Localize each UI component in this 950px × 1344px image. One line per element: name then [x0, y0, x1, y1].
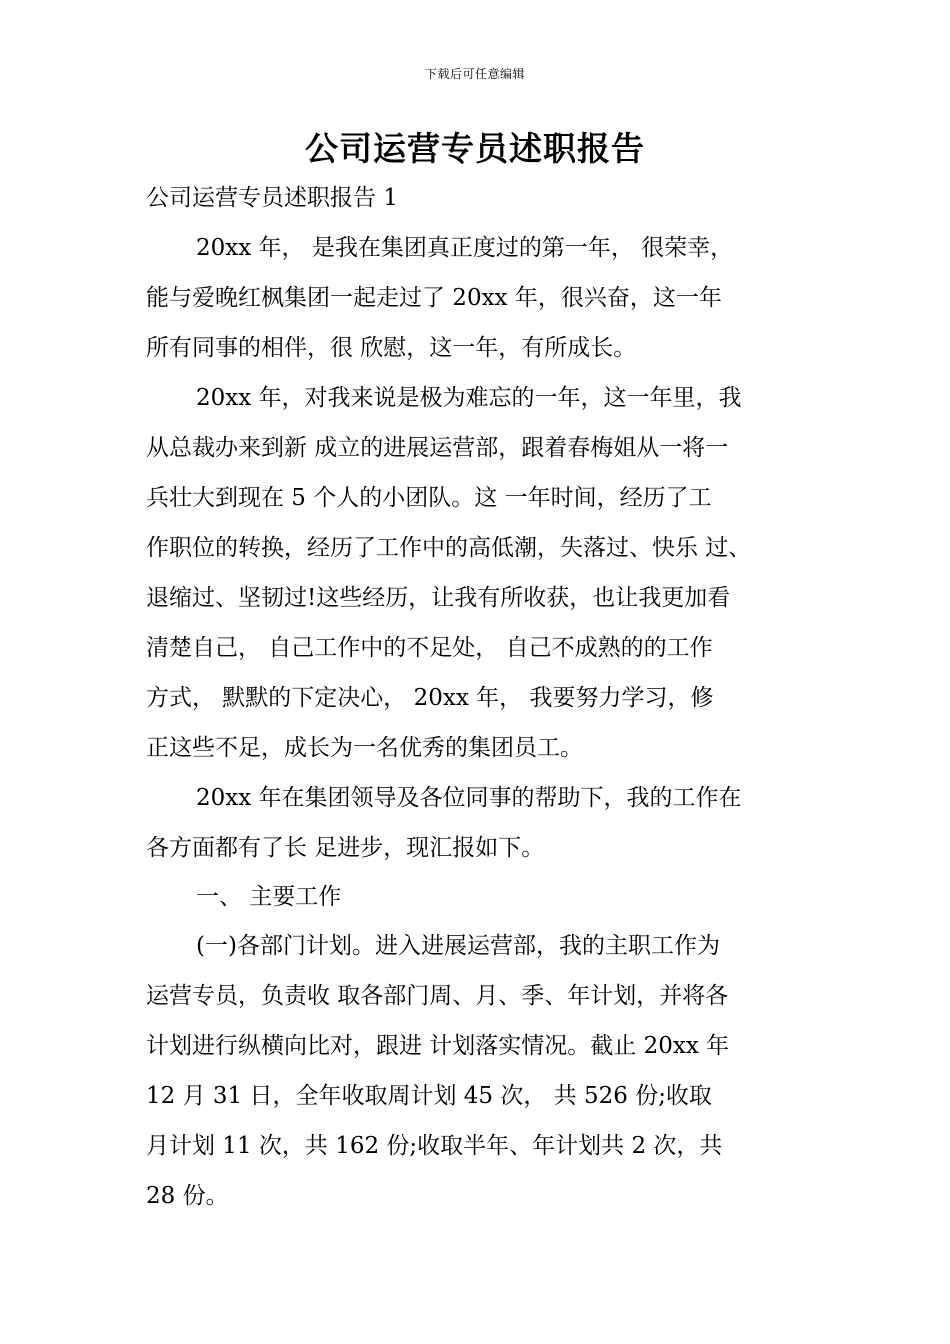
section-subtitle: 公司运营专员述职报告 1 [146, 185, 398, 211]
header-note: 下载后可任意编辑 [424, 67, 525, 81]
paragraph-1-line-3: 所有同事的相伴，很 欣慰，这一年，有所成长。 [146, 335, 637, 361]
paragraph-3-line-2: 各方面都有了长 足进步，现汇报如下。 [146, 835, 545, 861]
paragraph-4-line-5: 月计划 11 次，共 162 份;收取半年、年计划共 2 次，共 [146, 1133, 723, 1159]
document-title: 公司运营专员述职报告 [305, 129, 645, 168]
paragraph-4-line-6: 28 份。 [146, 1183, 229, 1209]
section-heading-main-work: 一、 主要工作 [196, 884, 342, 910]
paragraph-2-line-4: 作职位的转换，经历了工作中的高低潮，失落过、快乐 过、 [146, 535, 752, 561]
paragraph-2-line-8: 正这些不足，成长为一名优秀的集团员工。 [146, 735, 583, 761]
paragraph-2-line-3: 兵壮大到现在 5 个人的小团队。这 一年时间，经历了工 [146, 485, 712, 511]
paragraph-2-line-6: 清楚自己， 自己工作中的不足处， 自己不成熟的的工作 [146, 635, 713, 661]
paragraph-4-line-2: 运营专员，负责收 取各部门周、月、季、年计划，并将各 [146, 983, 729, 1009]
paragraph-2-line-2: 从总裁办来到新 成立的进展运营部，跟着春梅姐从一将一 [146, 435, 729, 461]
paragraph-3-line-1: 20xx 年在集团领导及各位同事的帮助下，我的工作在 [196, 785, 742, 811]
paragraph-2-line-1: 20xx 年，对我来说是极为难忘的一年，这一年里，我 [196, 385, 742, 411]
paragraph-2-line-5: 退缩过、坚韧过!这些经历，让我有所收获，也让我更加看 [146, 585, 731, 611]
paragraph-1-line-1: 20xx 年， 是我在集团真正度过的第一年， 很荣幸， [196, 235, 734, 261]
paragraph-4-line-1: (一)各部门计划。进入进展运营部，我的主职工作为 [196, 933, 720, 959]
paragraph-4-line-3: 计划进行纵横向比对，跟进 计划落实情况。截止 20xx 年 [146, 1033, 730, 1059]
paragraph-1-line-2: 能与爱晚红枫集团一起走过了 20xx 年，很兴奋，这一年 [146, 285, 722, 311]
paragraph-4-line-4: 12 月 31 日，全年收取周计划 45 次， 共 526 份;收取 [146, 1083, 712, 1109]
paragraph-2-line-7: 方式， 默默的下定决心， 20xx 年， 我要努力学习，修 [146, 685, 714, 711]
